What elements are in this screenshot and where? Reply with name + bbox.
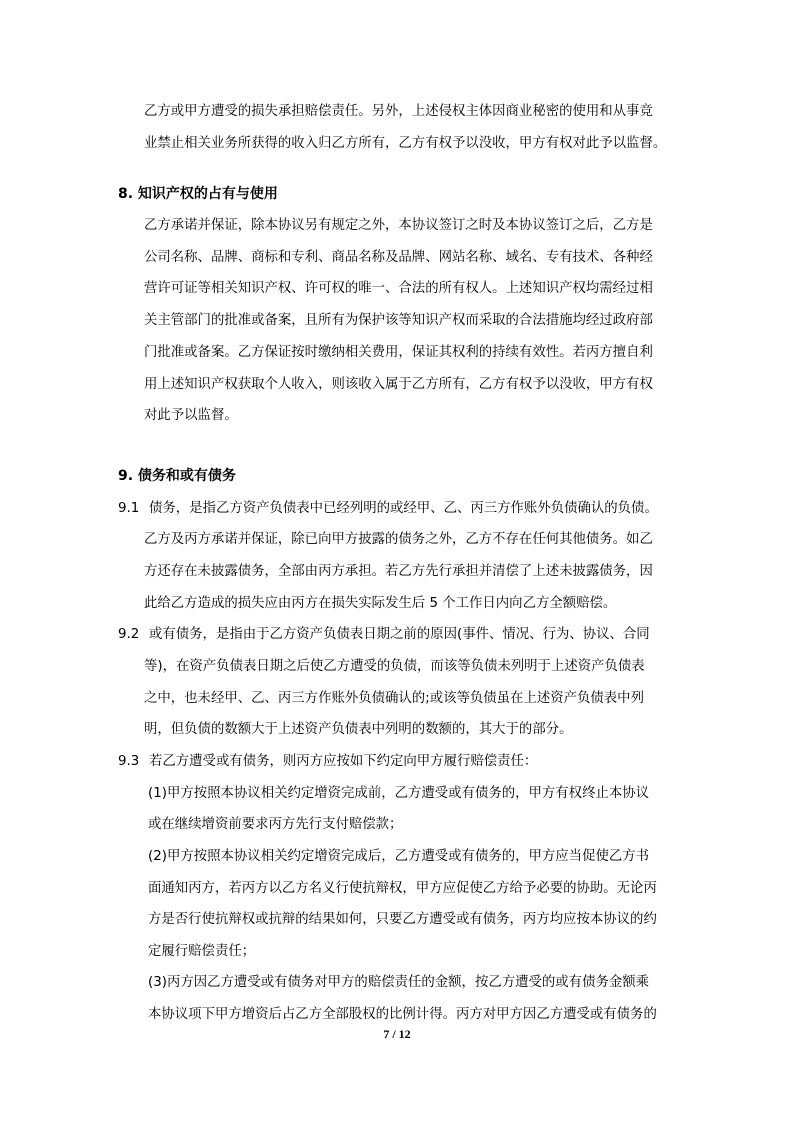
clause-number: 9.3: [118, 754, 140, 769]
sub-item-line: 面通知丙方，若丙方以乙方名义行使抗辩权，甲方应促使乙方给予必要的协助。无论丙: [148, 881, 657, 896]
sub-item-line: 本协议项下甲方增资后占乙方全部股权的比例计得。丙方对甲方因乙方遭受或有债务的: [148, 1007, 657, 1022]
sub-item-line: (3)丙方因乙方遭受或有债务对甲方的赔偿责任的金额，按乙方遭受的或有债务金额乘: [148, 975, 650, 990]
paragraph-line: 用上述知识产权获取个人收入，则该收入属于乙方所有，乙方有权予以没收，甲方有权: [144, 377, 653, 392]
paragraph-line: 门批准或备案。乙方保证按时缴纳相关费用，保证其权利的持续有效性。若丙方擅自利: [144, 345, 653, 360]
paragraph-line: 等)，在资产负债表日期之后使乙方遭受的负债，而该等负债未列明于上述资产负债表: [144, 659, 645, 674]
paragraph-line: 乙方或甲方遭受的损失承担赔偿责任。另外，上述侵权主体因商业秘密的使用和从事竞: [144, 104, 653, 119]
paragraph-line: 营许可证等相关知识产权、许可权的唯一、合法的所有权人。上述知识产权均需经过相: [144, 281, 653, 296]
clause-number: 9.2: [118, 627, 140, 642]
section-9-heading: 9. 债务和或有债务: [118, 468, 236, 484]
paragraph-line: 之中，也未经甲、乙、丙三方作账外负债确认的;或该等负债虽在上述资产负债表中列: [144, 691, 644, 706]
paragraph-line: 方还存在未披露债务，全部由丙方承担。若乙方先行承担并清偿了上述未披露债务，因: [144, 564, 653, 579]
paragraph-line: 业禁止相关业务所获得的收入归乙方所有，乙方有权予以没收，甲方有权对此予以监督。: [144, 136, 667, 151]
sub-item-line: 方是否行使抗辩权或抗辩的结果如何，只要乙方遭受或有债务，丙方均应按本协议的约: [148, 912, 657, 927]
paragraph-line: 对此予以监督。: [144, 408, 238, 423]
paragraph-line: 若乙方遭受或有债务，则丙方应按如下约定向甲方履行赔偿责任：: [149, 754, 538, 769]
paragraph-line: 乙方及丙方承诺并保证，除已向甲方披露的债务之外，乙方不存在任何其他债务。如乙: [144, 532, 653, 547]
sub-item-line: 定履行赔偿责任；: [148, 944, 256, 959]
paragraph-line: 债务，是指乙方资产负债表中已经列明的或经甲、乙、丙三方作账外负债确认的负债。: [149, 501, 658, 516]
paragraph-line: 乙方承诺并保证，除本协议另有规定之外，本协议签订之时及本协议签订之后，乙方是: [144, 218, 653, 233]
section-8-heading: 8. 知识产权的占有与使用: [118, 186, 278, 202]
sub-item-line: (2)甲方按照本协议相关约定增资完成后，乙方遭受或有债务的，甲方应当促使乙方书: [148, 849, 650, 864]
page-number: 7 / 12: [383, 1027, 411, 1041]
paragraph-line: 此给乙方造成的损失应由丙方在损失实际发生后 5 个工作日内向乙方全额赔偿。: [144, 596, 617, 611]
sub-item-line: (1)甲方按照本协议相关约定增资完成前，乙方遭受或有债务的，甲方有权终止本协议: [148, 786, 650, 801]
sub-item-line: 或在继续增资前要求丙方先行支付赔偿款；: [148, 817, 403, 832]
paragraph-line: 或有债务，是指由于乙方资产负债表日期之前的原因(事件、情况、行为、协议、合同: [149, 627, 650, 642]
paragraph-line: 关主管部门的批准或备案，且所有为保护该等知识产权而采取的合法措施均经过政府部: [144, 313, 653, 328]
paragraph-line: 公司名称、品牌、商标和专利、商品名称及品牌、网站名称、域名、专有技术、各种经: [144, 250, 653, 265]
paragraph-line: 明，但负债的数额大于上述资产负债表中列明的数额的，其大于的部分。: [144, 722, 573, 737]
clause-number: 9.1: [118, 501, 140, 516]
